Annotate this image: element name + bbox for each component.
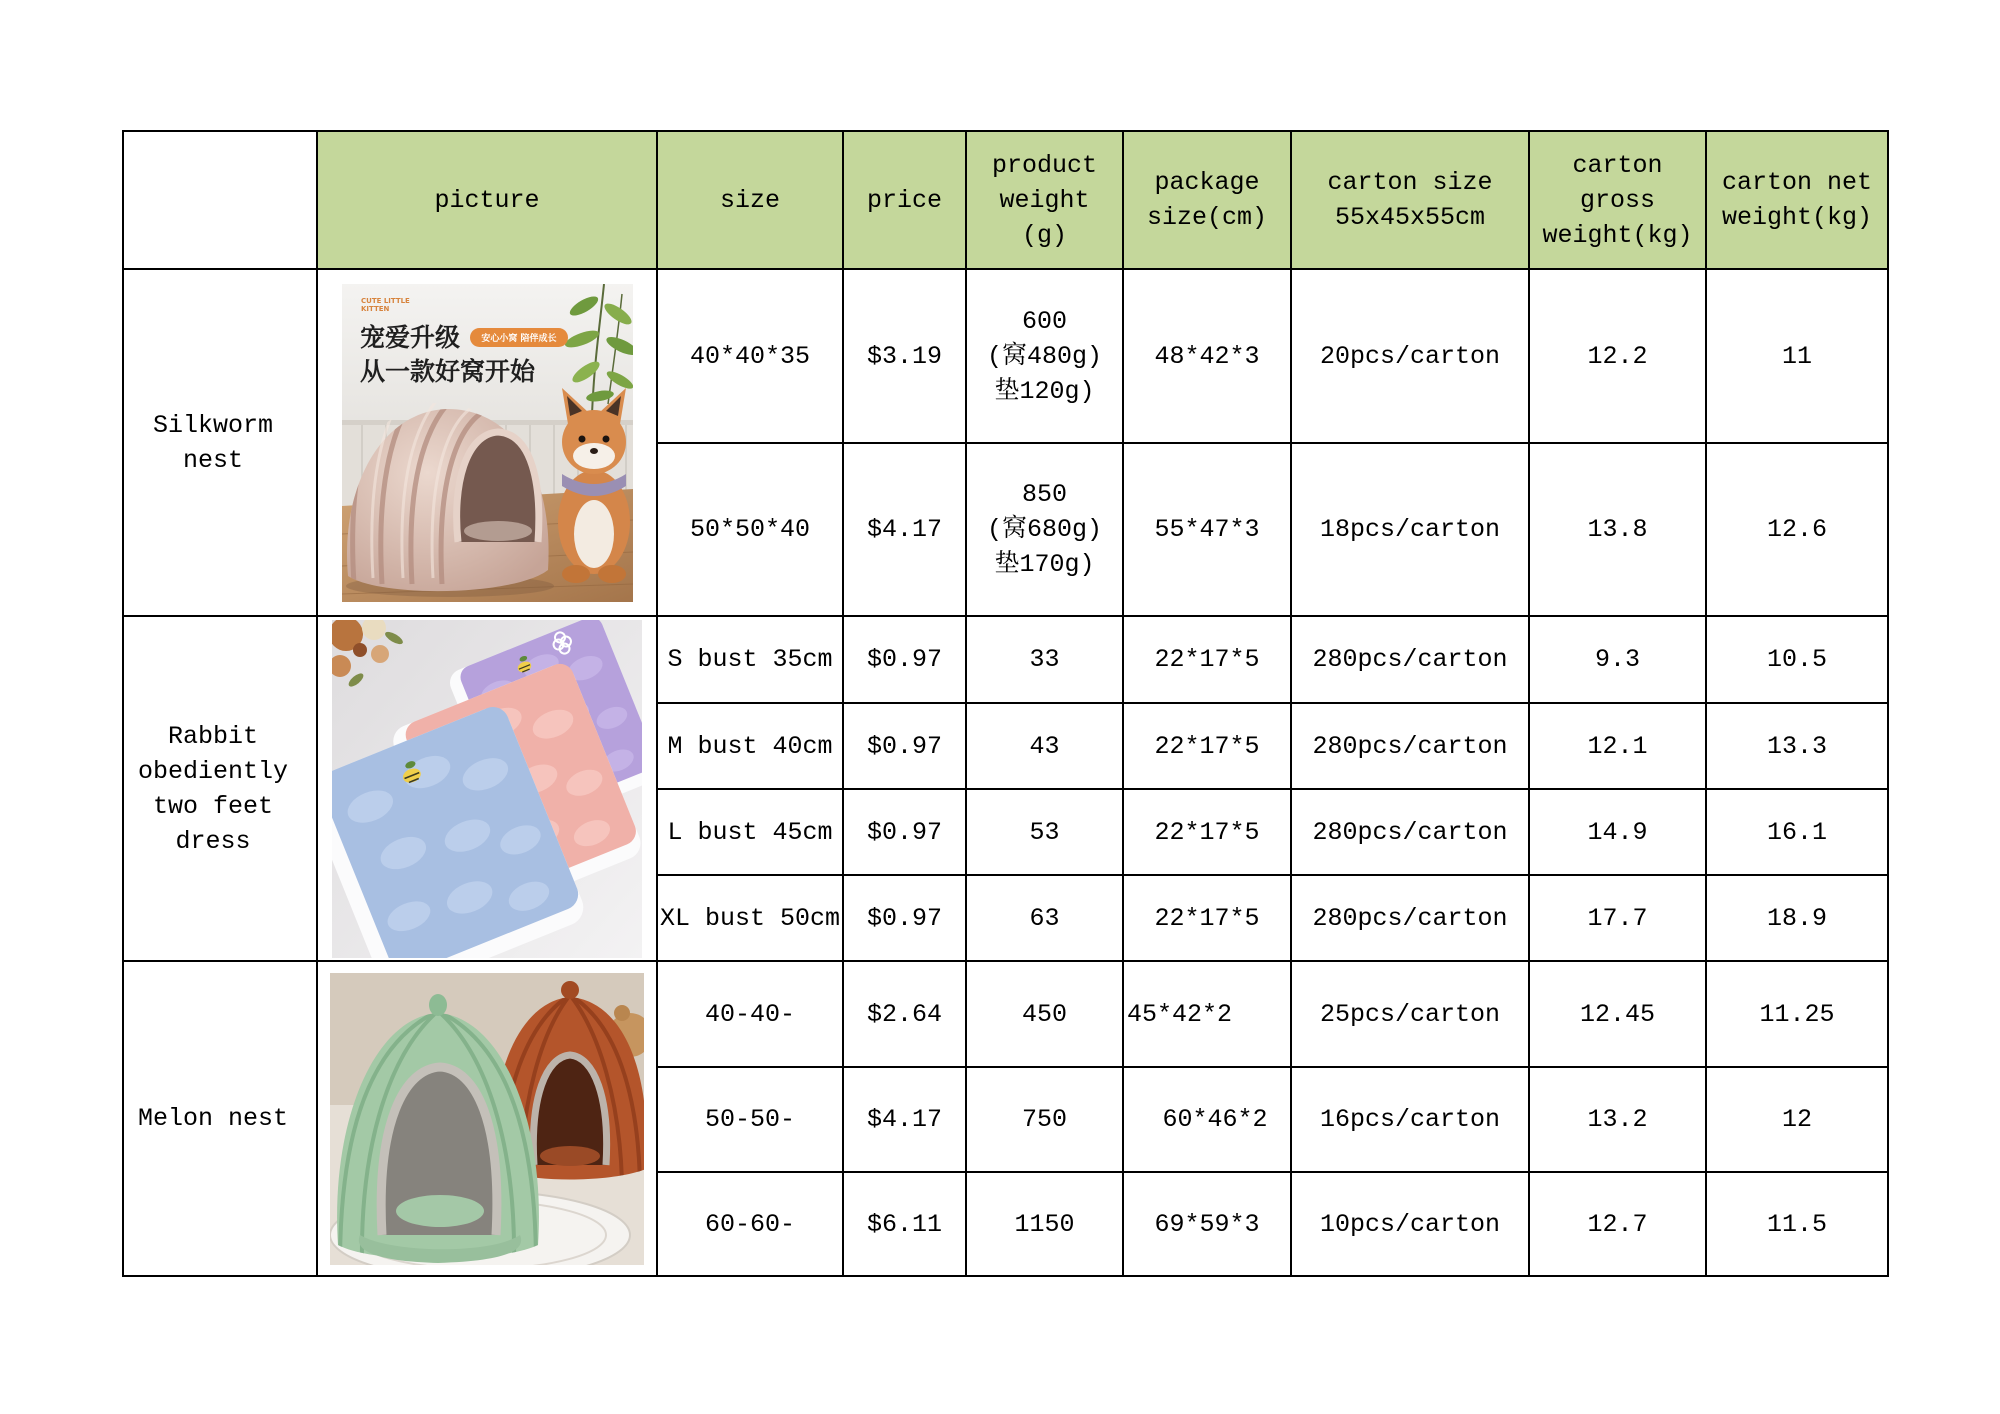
carton-gross-weight-cell: 12.45 xyxy=(1529,961,1706,1067)
fox-plush xyxy=(558,388,630,583)
header-row xyxy=(123,131,1888,269)
price-cell: $0.97 xyxy=(843,703,966,789)
header-line: (g) xyxy=(1021,220,1067,250)
header-line: price xyxy=(866,185,942,215)
product-name-cell: Silkworm nest xyxy=(123,269,317,616)
carton-size-cell: 10pcs/carton xyxy=(1291,1172,1529,1276)
header-line: size xyxy=(719,185,780,215)
product-weight-cell xyxy=(966,443,1123,616)
price-cell: $0.97 xyxy=(843,875,966,961)
carton-net-weight-cell: 13.3 xyxy=(1706,703,1888,789)
carton-gross-weight-cell: 9.3 xyxy=(1529,616,1706,703)
carton-net-weight-cell: 11.5 xyxy=(1706,1172,1888,1276)
rabbit-dress-photo xyxy=(332,620,642,958)
header-line: weight xyxy=(999,185,1090,215)
size-cell: 40-40- xyxy=(657,961,843,1067)
carton-size-cell: 25pcs/carton xyxy=(1291,961,1529,1067)
carton-net-weight-cell: 12 xyxy=(1706,1067,1888,1172)
carton-size-cell: 280pcs/carton xyxy=(1291,703,1529,789)
carton-gross-weight-cell: 12.7 xyxy=(1529,1172,1706,1276)
product-weight-cell: 1150 xyxy=(966,1172,1123,1276)
cell-line: 垫120g) xyxy=(994,376,1095,406)
brand-line: CUTE LITTLE xyxy=(360,296,410,305)
carton-net-weight-cell: 11.25 xyxy=(1706,961,1888,1067)
size-cell: XL bust 50cm xyxy=(657,875,843,961)
package-size-cell: 60*46*2 xyxy=(1123,1067,1291,1172)
melon-nest-photo xyxy=(330,973,644,1265)
carton-gross-weight-cell: 14.9 xyxy=(1529,789,1706,875)
header-product-weight xyxy=(966,131,1123,269)
table-row xyxy=(123,961,1888,1067)
silkworm-nest-photo xyxy=(342,284,633,602)
cell-line: 垫170g) xyxy=(994,550,1095,579)
price-cell: $3.19 xyxy=(843,269,966,443)
package-size-cell: 69*59*3 xyxy=(1123,1172,1291,1276)
carton-gross-weight-cell: 17.7 xyxy=(1529,875,1706,961)
product-weight-cell: 33 xyxy=(966,616,1123,703)
header-picture xyxy=(317,131,657,269)
price-cell: $4.17 xyxy=(843,1067,966,1172)
header-carton-size xyxy=(1291,131,1529,269)
headline-line: 宠爱升级 xyxy=(359,322,460,352)
cell-line: 850 xyxy=(1021,480,1067,509)
table-body xyxy=(123,269,1888,1276)
header-package-size xyxy=(1123,131,1291,269)
header-line: weight(kg) xyxy=(1721,203,1873,232)
cell-line: (窝680g) xyxy=(986,515,1102,544)
carton-net-weight-cell: 11 xyxy=(1706,269,1888,443)
product-weight-cell: 53 xyxy=(966,789,1123,875)
package-size-cell: 48*42*3 xyxy=(1123,269,1291,443)
header-corner xyxy=(123,131,317,269)
header-line: carton xyxy=(1572,150,1663,180)
size-cell: S bust 35cm xyxy=(657,616,843,703)
table-row xyxy=(123,269,1888,443)
package-size-cell: 22*17*5 xyxy=(1123,789,1291,875)
header-line: size(cm) xyxy=(1146,203,1268,232)
package-size-cell: 22*17*5 xyxy=(1123,875,1291,961)
carton-size-cell: 280pcs/carton xyxy=(1291,875,1529,961)
product-weight-cell: 63 xyxy=(966,875,1123,961)
carton-gross-weight-cell: 12.1 xyxy=(1529,703,1706,789)
package-size-cell: 22*17*5 xyxy=(1123,616,1291,703)
header-line: weight(kg) xyxy=(1542,220,1693,250)
carton-net-weight-cell: 10.5 xyxy=(1706,616,1888,703)
carton-gross-weight-cell: 12.2 xyxy=(1529,269,1706,443)
carton-size-cell: 20pcs/carton xyxy=(1291,269,1529,443)
carton-gross-weight-cell: 13.2 xyxy=(1529,1067,1706,1172)
carton-size-cell: 18pcs/carton xyxy=(1291,443,1529,616)
package-size-cell: 55*47*3 xyxy=(1123,443,1291,616)
price-cell: $0.97 xyxy=(843,616,966,703)
size-cell: M bust 40cm xyxy=(657,703,843,789)
product-weight-cell: 43 xyxy=(966,703,1123,789)
product-weight-cell: 750 xyxy=(966,1067,1123,1172)
cell-line: (窝480g) xyxy=(986,341,1102,371)
header-line: picture xyxy=(434,185,540,215)
carton-net-weight-cell: 16.1 xyxy=(1706,789,1888,875)
header-size xyxy=(657,131,843,269)
product-weight-cell: 450 xyxy=(966,961,1123,1067)
cell-line: 600 xyxy=(1021,306,1067,336)
size-cell: 60-60- xyxy=(657,1172,843,1276)
carton-size-cell: 280pcs/carton xyxy=(1291,789,1529,875)
size-cell: 40*40*35 xyxy=(657,269,843,443)
size-cell: 50-50- xyxy=(657,1067,843,1172)
carton-size-cell: 16pcs/carton xyxy=(1291,1067,1529,1172)
header-line: 55x45x55cm xyxy=(1334,203,1486,232)
price-cell: $6.11 xyxy=(843,1172,966,1276)
carton-gross-weight-cell: 13.8 xyxy=(1529,443,1706,616)
headline-line: 从一款好窝开始 xyxy=(359,356,535,386)
product-picture-cell xyxy=(317,961,657,1276)
header-line: gross xyxy=(1579,185,1655,215)
price-cell: $0.97 xyxy=(843,789,966,875)
size-cell: 50*50*40 xyxy=(657,443,843,616)
header-line: carton size xyxy=(1327,168,1493,197)
size-cell: L bust 45cm xyxy=(657,789,843,875)
badge-text: 安心小窝 陪伴成长 xyxy=(480,333,557,344)
product-weight-cell xyxy=(966,269,1123,443)
header-carton-net-weight xyxy=(1706,131,1888,269)
package-size-cell: 22*17*5 xyxy=(1123,703,1291,789)
price-cell: $4.17 xyxy=(843,443,966,616)
brand-line: KITTEN xyxy=(360,304,389,313)
header-line: carton net xyxy=(1721,168,1873,197)
product-picture-cell xyxy=(317,269,657,616)
header-line: product xyxy=(991,150,1098,180)
price-cell: $2.64 xyxy=(843,961,966,1067)
package-size-cell: 45*42*2 xyxy=(1123,961,1291,1067)
header-line: package xyxy=(1154,168,1260,197)
header-carton-gross-weight xyxy=(1529,131,1706,269)
carton-size-cell: 280pcs/carton xyxy=(1291,616,1529,703)
product-name-cell: Rabbit obediently two feet dress xyxy=(123,616,317,961)
carton-net-weight-cell: 12.6 xyxy=(1706,443,1888,616)
carton-net-weight-cell: 18.9 xyxy=(1706,875,1888,961)
header-price xyxy=(843,131,966,269)
table-row xyxy=(123,616,1888,703)
product-name-cell: Melon nest xyxy=(123,961,317,1276)
product-picture-cell xyxy=(317,616,657,961)
product-spec-table xyxy=(122,130,1889,1277)
